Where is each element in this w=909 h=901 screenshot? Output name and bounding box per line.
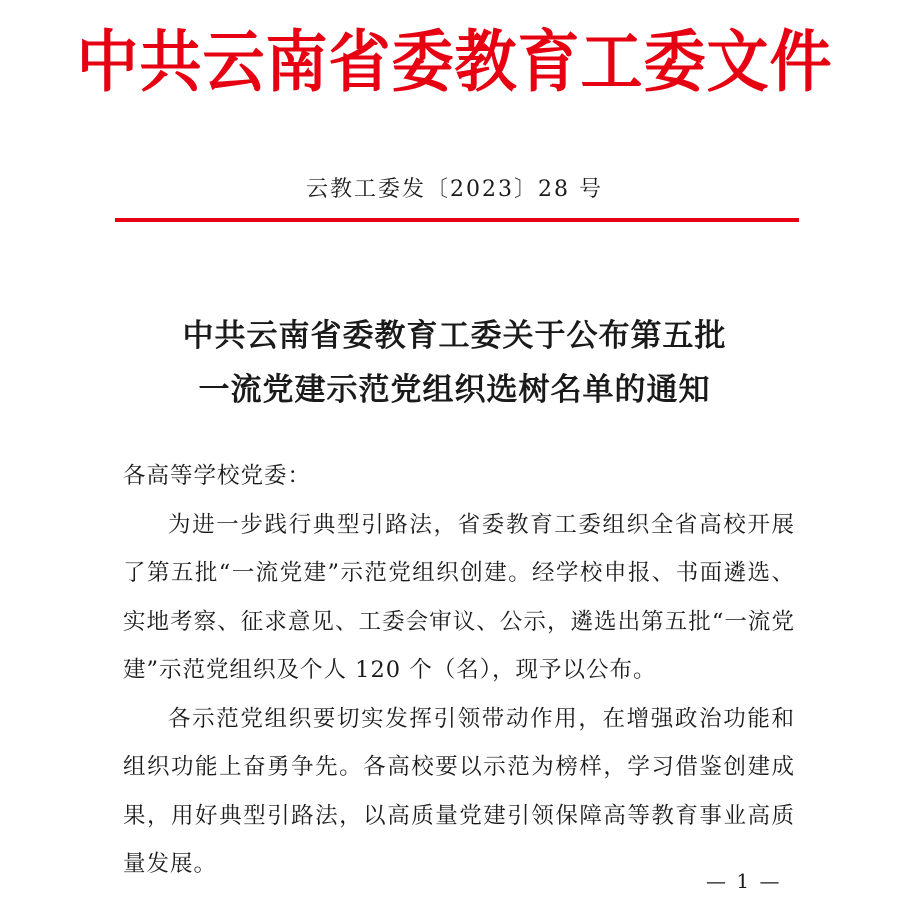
document-body — [123, 452, 795, 889]
body-paragraph-1: 为进一步践行典型引路法，省委教育工委组织全省高校开展了第五批“一流党建”示范党组织创建。经学校申报、书面遴选、实地考察、征求意见、工委会审议、公示，遴选出第五批“一流党建”示范党组织及个人 120 个（名），现予以公布。 — [123, 511, 795, 683]
page-number: — 1 — — [706, 869, 782, 893]
document-masthead: 中共云南省委教育工委文件 — [76, 22, 833, 102]
document-title — [0, 309, 909, 417]
title-line-1: 中共云南省委教育工委关于公布第五批 — [182, 318, 727, 354]
title-line-2: 一流党建示范党组织选树名单的通知 — [198, 372, 711, 408]
document-number: 云教工委发〔2023〕28 号 — [306, 177, 603, 202]
body-paragraph-2: 各示范党组织要切实发挥引领带动作用，在增强政治功能和组织功能上奋勇争先。各高校要以示范为榜样，学习借鉴创建成果，用好典型引路法，以高质量党建引领保障高等教育事业高质量发展。 — [123, 705, 795, 877]
salutation: 各高等学校党委： — [123, 463, 312, 489]
red-separator-rule — [115, 218, 799, 222]
